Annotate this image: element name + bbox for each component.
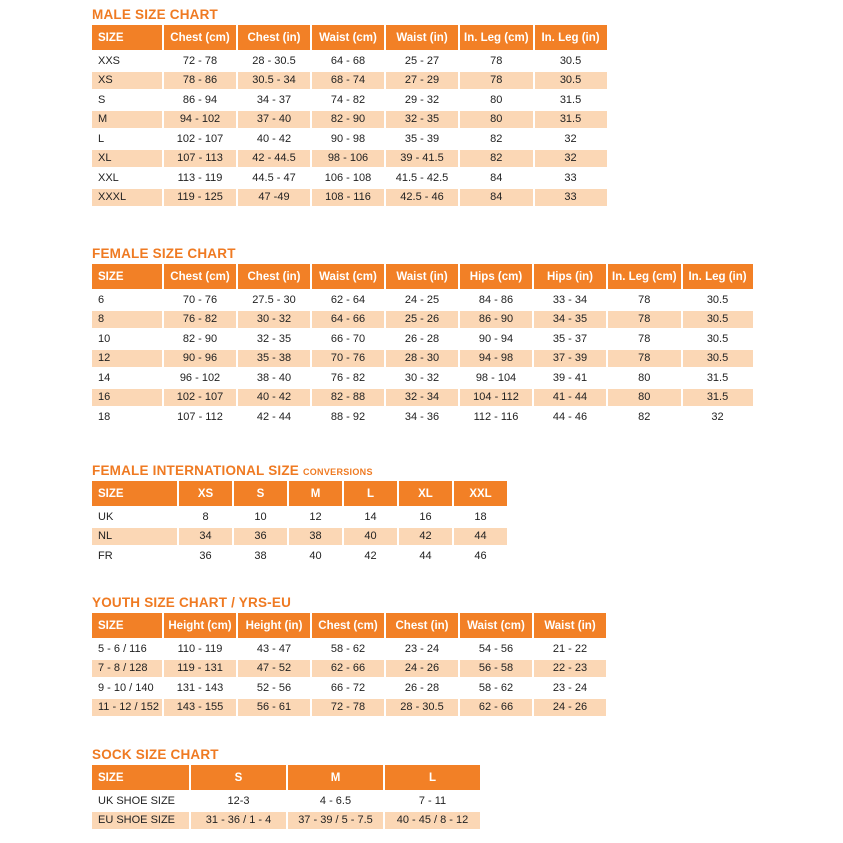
table-cell: 32: [535, 150, 607, 168]
column-header: In. Leg (cm): [608, 264, 681, 289]
youth-size-chart: [92, 595, 608, 718]
column-header: Chest (in): [386, 613, 458, 638]
column-header: Chest (in): [238, 264, 310, 289]
table-cell: 34: [179, 528, 232, 546]
column-header: Waist (in): [534, 613, 606, 638]
table-cell: 40: [344, 528, 397, 546]
table-cell: 106 - 108: [324, 171, 372, 184]
table-cell: 76 - 82: [330, 371, 366, 384]
table-cell: 33: [564, 171, 577, 184]
female-size-chart-title: FEMALE SIZE CHART: [92, 246, 236, 261]
table-cell: 30 - 32: [238, 311, 310, 329]
table-cell: 41 - 44: [534, 389, 606, 407]
size-label-cell: XS: [92, 72, 162, 90]
sock-size-chart: [92, 747, 482, 831]
column-header: Waist (cm): [312, 264, 384, 289]
table-cell: 18: [474, 510, 487, 523]
international-size-table: [90, 479, 509, 567]
table-cell: 30.5: [706, 332, 729, 345]
table-cell: 33: [535, 189, 607, 207]
table-cell: 94 - 98: [460, 350, 532, 368]
table-cell: 42 - 44: [256, 410, 292, 423]
column-header: Chest (cm): [312, 613, 384, 638]
table-cell: 36: [199, 549, 212, 562]
column-header: Chest (in): [238, 25, 310, 50]
table-cell: 4 - 6.5: [319, 794, 352, 807]
table-cell: 30.5 - 34: [238, 72, 310, 90]
table-cell: 39 - 41: [552, 371, 588, 384]
table-cell: 98 - 106: [312, 150, 384, 168]
male-size-table: [90, 23, 609, 208]
header-row: [92, 25, 607, 50]
table-cell: 43 - 47: [256, 642, 292, 655]
table-cell: 96 - 102: [179, 371, 221, 384]
table-cell: 42: [364, 549, 377, 562]
table-cell: 30.5: [683, 350, 753, 368]
table-cell: 28 - 30: [386, 350, 458, 368]
table-row: [92, 640, 606, 658]
table-cell: 84: [490, 171, 503, 184]
table-cell: 64 - 68: [330, 54, 366, 67]
table-cell: 44 - 46: [552, 410, 588, 423]
column-header: Waist (cm): [460, 613, 532, 638]
size-label-cell: XL: [92, 150, 162, 168]
youth-size-chart-title: YOUTH SIZE CHART / YRS-EU: [92, 595, 292, 610]
table-cell: 30.5: [559, 54, 582, 67]
table-cell: 119 - 125: [164, 189, 236, 207]
table-cell: 64 - 66: [312, 311, 384, 329]
table-cell: 78: [490, 54, 503, 67]
table-row: [92, 679, 606, 697]
size-label-cell: S: [98, 93, 106, 106]
table-cell: 62 - 66: [312, 660, 384, 678]
table-cell: 76 - 82: [164, 311, 236, 329]
size-label-cell: 11 - 12 / 152: [92, 699, 162, 717]
table-row: [92, 150, 607, 168]
size-label-cell: 12: [92, 350, 162, 368]
sock-size-table: [90, 763, 482, 831]
female-size-chart: [92, 246, 755, 428]
size-label-cell: NL: [92, 528, 177, 546]
table-cell: 34 - 35: [534, 311, 606, 329]
table-cell: 35 - 39: [404, 132, 440, 145]
size-label-cell: M: [92, 111, 162, 129]
size-label-cell: EU SHOE SIZE: [92, 812, 189, 830]
table-cell: 32: [564, 132, 577, 145]
table-cell: 7 - 11: [418, 794, 447, 807]
table-cell: 72 - 78: [312, 699, 384, 717]
table-cell: 78: [608, 350, 681, 368]
table-cell: 56 - 58: [460, 660, 532, 678]
size-label-cell: XXXL: [92, 189, 162, 207]
table-cell: 90 - 96: [164, 350, 236, 368]
table-cell: 31.5: [683, 389, 753, 407]
table-cell: 41.5 - 42.5: [395, 171, 449, 184]
table-cell: 80: [460, 111, 533, 129]
table-cell: 82: [460, 150, 533, 168]
table-cell: 24 - 25: [404, 293, 440, 306]
column-header: M: [288, 765, 383, 790]
table-row: [92, 660, 606, 678]
table-cell: 26 - 28: [404, 681, 440, 694]
table-row: [92, 130, 607, 148]
table-cell: 107 - 112: [177, 410, 223, 423]
size-label-cell: 16: [92, 389, 162, 407]
table-cell: 44: [419, 549, 432, 562]
table-cell: 24 - 26: [534, 699, 606, 717]
table-row: [92, 389, 753, 407]
table-cell: 82 - 88: [312, 389, 384, 407]
table-cell: 27 - 29: [386, 72, 458, 90]
table-cell: 102 - 107: [164, 389, 236, 407]
table-cell: 42.5 - 46: [386, 189, 458, 207]
size-label-cell: 9 - 10 / 140: [98, 681, 154, 694]
table-cell: 82: [638, 410, 651, 423]
youth-size-table: [90, 611, 608, 718]
male-size-chart-title: MALE SIZE CHART: [92, 7, 218, 22]
table-cell: 78 - 86: [164, 72, 236, 90]
table-cell: 90 - 98: [330, 132, 366, 145]
table-cell: 66 - 70: [330, 332, 366, 345]
table-cell: 25 - 26: [386, 311, 458, 329]
table-cell: 78: [638, 293, 651, 306]
table-cell: 44: [454, 528, 507, 546]
table-cell: 119 - 131: [164, 660, 236, 678]
table-cell: 74 - 82: [330, 93, 366, 106]
table-cell: 32 - 35: [386, 111, 458, 129]
table-row: [92, 508, 507, 526]
table-cell: 112 - 116: [473, 410, 519, 423]
table-cell: 34 - 36: [404, 410, 440, 423]
column-header: Chest (cm): [164, 25, 236, 50]
table-cell: 80: [608, 389, 681, 407]
table-cell: 42: [399, 528, 452, 546]
column-header: S: [234, 481, 287, 506]
table-cell: 37 - 39: [534, 350, 606, 368]
table-cell: 31 - 36 / 1 - 4: [191, 812, 286, 830]
column-header: SIZE: [92, 25, 162, 50]
table-row: [92, 408, 753, 426]
column-header: SIZE: [92, 613, 162, 638]
male-size-chart: [92, 7, 609, 208]
table-cell: 31.5: [535, 111, 607, 129]
table-cell: 12-3: [227, 794, 250, 807]
table-cell: 82 - 90: [312, 111, 384, 129]
table-cell: 29 - 32: [404, 93, 440, 106]
column-header: XXL: [454, 481, 507, 506]
table-row: [92, 169, 607, 187]
size-label-cell: 14: [98, 371, 111, 384]
table-row: [92, 792, 480, 810]
column-header: Waist (cm): [312, 25, 384, 50]
table-cell: 86 - 90: [460, 311, 532, 329]
table-cell: 23 - 24: [552, 681, 588, 694]
table-cell: 70 - 76: [312, 350, 384, 368]
column-header: M: [289, 481, 342, 506]
size-label-cell: 8: [92, 311, 162, 329]
table-cell: 30 - 32: [404, 371, 440, 384]
table-cell: 78: [638, 332, 651, 345]
table-cell: 58 - 62: [330, 642, 366, 655]
conversions-subtitle: CONVERSIONS: [302, 467, 373, 477]
header-row: [92, 264, 753, 289]
table-cell: 56 - 61: [238, 699, 310, 717]
table-cell: 94 - 102: [164, 111, 236, 129]
column-header: Waist (in): [386, 264, 458, 289]
header-row: [92, 765, 480, 790]
table-cell: 37 - 39 / 5 - 7.5: [288, 812, 383, 830]
table-cell: 25 - 27: [404, 54, 440, 67]
header-row: [92, 613, 606, 638]
table-cell: 54 - 56: [478, 642, 514, 655]
table-cell: 23 - 24: [404, 642, 440, 655]
table-cell: 72 - 78: [182, 54, 218, 67]
table-cell: 84: [460, 189, 533, 207]
female-international-size-title: FEMALE INTERNATIONAL SIZE CONVERSIONS: [92, 463, 373, 478]
table-cell: 131 - 143: [176, 681, 224, 694]
column-header: XS: [179, 481, 232, 506]
column-header: S: [191, 765, 286, 790]
table-cell: 108 - 116: [312, 189, 384, 207]
table-cell: 80: [638, 371, 651, 384]
column-header: SIZE: [92, 765, 189, 790]
female-size-table: [90, 262, 755, 428]
column-header: In. Leg (in): [683, 264, 753, 289]
table-row: [92, 91, 607, 109]
table-cell: 44.5 - 47: [252, 171, 296, 184]
column-header: Height (in): [238, 613, 310, 638]
table-cell: 40 - 45 / 8 - 12: [385, 812, 480, 830]
size-label-cell: XXL: [98, 171, 119, 184]
table-cell: 30.5: [706, 293, 729, 306]
table-cell: 70 - 76: [182, 293, 218, 306]
table-cell: 38: [289, 528, 342, 546]
size-label-cell: 5 - 6 / 116: [98, 642, 147, 655]
size-label-cell: 10: [98, 332, 111, 345]
table-cell: 12: [309, 510, 322, 523]
table-cell: 78: [608, 311, 681, 329]
table-cell: 102 - 107: [176, 132, 224, 145]
column-header: SIZE: [92, 481, 177, 506]
column-header: XL: [399, 481, 452, 506]
table-row: [92, 72, 607, 90]
table-cell: 80: [490, 93, 503, 106]
table-cell: 24 - 26: [386, 660, 458, 678]
table-cell: 28 - 30.5: [386, 699, 458, 717]
table-cell: 40 - 42: [238, 389, 310, 407]
table-cell: 113 - 119: [177, 171, 223, 184]
table-cell: 34 - 37: [256, 93, 292, 106]
sock-size-chart-title: SOCK SIZE CHART: [92, 747, 219, 762]
table-cell: 38: [254, 549, 267, 562]
table-row: [92, 528, 507, 546]
column-header: Hips (cm): [460, 264, 532, 289]
table-cell: 42 - 44.5: [238, 150, 310, 168]
table-cell: 62 - 66: [460, 699, 532, 717]
table-row: [92, 812, 480, 830]
column-header: L: [385, 765, 480, 790]
table-cell: 30.5: [683, 311, 753, 329]
column-header: In. Leg (in): [535, 25, 607, 50]
table-cell: 16: [419, 510, 432, 523]
table-cell: 35 - 38: [238, 350, 310, 368]
table-cell: 14: [364, 510, 377, 523]
column-header: Chest (cm): [164, 264, 236, 289]
table-cell: 33 - 34: [552, 293, 588, 306]
table-cell: 52 - 56: [256, 681, 292, 694]
table-cell: 32 - 35: [256, 332, 292, 345]
table-cell: 21 - 22: [552, 642, 588, 655]
column-header: Hips (in): [534, 264, 606, 289]
table-row: [92, 111, 607, 129]
column-header: SIZE: [92, 264, 162, 289]
column-header: L: [344, 481, 397, 506]
header-row: [92, 481, 507, 506]
table-cell: 32: [711, 410, 724, 423]
table-cell: 26 - 28: [404, 332, 440, 345]
size-label-cell: 7 - 8 / 128: [92, 660, 162, 678]
table-cell: 37 - 40: [238, 111, 310, 129]
table-cell: 62 - 64: [330, 293, 366, 306]
table-cell: 58 - 62: [478, 681, 514, 694]
table-cell: 82: [490, 132, 503, 145]
size-label-cell: 18: [98, 410, 111, 423]
size-label-cell: UK SHOE SIZE: [98, 794, 176, 807]
size-label-cell: L: [98, 132, 105, 145]
table-cell: 110 - 119: [177, 642, 223, 655]
table-cell: 104 - 112: [460, 389, 532, 407]
size-label-cell: XXS: [98, 54, 121, 67]
table-cell: 40: [309, 549, 322, 562]
table-cell: 82 - 90: [182, 332, 218, 345]
table-cell: 78: [460, 72, 533, 90]
table-cell: 46: [474, 549, 487, 562]
column-header: Height (cm): [164, 613, 236, 638]
table-cell: 68 - 74: [312, 72, 384, 90]
table-cell: 22 - 23: [534, 660, 606, 678]
table-cell: 40 - 42: [256, 132, 292, 145]
column-header: Waist (in): [386, 25, 458, 50]
table-row: [92, 291, 753, 309]
table-cell: 38 - 40: [256, 371, 292, 384]
table-cell: 36: [234, 528, 287, 546]
table-cell: 47 - 52: [238, 660, 310, 678]
table-cell: 31.5: [559, 93, 582, 106]
table-cell: 10: [254, 510, 267, 523]
table-cell: 31.5: [706, 371, 729, 384]
table-cell: 28 - 30.5: [252, 54, 296, 67]
table-cell: 47 -49: [238, 189, 310, 207]
table-cell: 8: [202, 510, 209, 523]
table-cell: 30.5: [535, 72, 607, 90]
size-label-cell: FR: [98, 549, 113, 562]
table-cell: 27.5 - 30: [252, 293, 296, 306]
table-row: [92, 311, 753, 329]
table-cell: 98 - 104: [475, 371, 517, 384]
table-cell: 35 - 37: [552, 332, 588, 345]
table-row: [92, 350, 753, 368]
size-label-cell: 6: [98, 293, 105, 306]
table-row: [92, 189, 607, 207]
female-international-size-chart: [92, 463, 509, 567]
table-cell: 84 - 86: [478, 293, 514, 306]
table-cell: 143 - 155: [164, 699, 236, 717]
table-cell: 39 - 41.5: [386, 150, 458, 168]
table-cell: 107 - 113: [164, 150, 236, 168]
table-row: [92, 330, 753, 348]
table-cell: 88 - 92: [330, 410, 366, 423]
table-row: [92, 547, 507, 565]
table-cell: 32 - 34: [386, 389, 458, 407]
table-row: [92, 52, 607, 70]
table-cell: 90 - 94: [478, 332, 514, 345]
size-label-cell: UK: [98, 510, 114, 523]
table-row: [92, 369, 753, 387]
table-cell: 66 - 72: [330, 681, 366, 694]
table-cell: 86 - 94: [182, 93, 218, 106]
table-row: [92, 699, 606, 717]
column-header: In. Leg (cm): [460, 25, 533, 50]
